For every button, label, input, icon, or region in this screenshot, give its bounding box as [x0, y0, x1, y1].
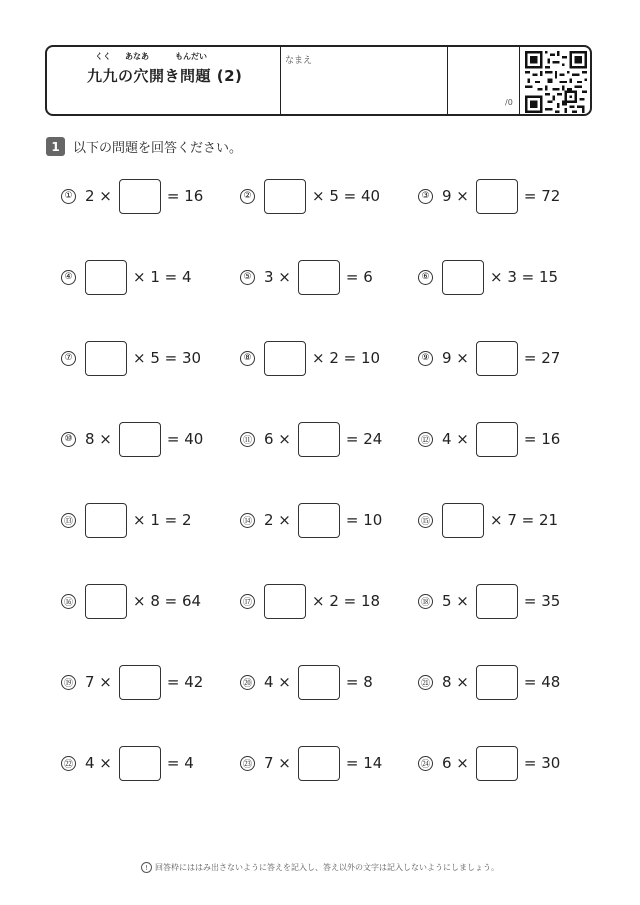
ruby-mondai: もんだい [175, 52, 207, 61]
answer-box[interactable] [85, 584, 127, 619]
answer-box[interactable] [476, 746, 518, 781]
problem-left-operand: 2 × [85, 187, 112, 205]
qr-code-icon [525, 51, 587, 113]
problem-left-operand: 6 × [264, 430, 291, 448]
problem-number: ⑫ [418, 432, 433, 447]
problem-item [418, 582, 560, 620]
problem-item [240, 339, 380, 377]
answer-box[interactable] [85, 503, 127, 538]
problem-item [61, 177, 203, 215]
answer-box[interactable] [298, 422, 340, 457]
answer-box[interactable] [85, 341, 127, 376]
problem-right-expression: = 14 [345, 754, 383, 772]
problem-right-expression: × 5 = 40 [312, 187, 381, 205]
problem-item [418, 339, 560, 377]
problem-right-expression: = 48 [523, 673, 561, 691]
problem-item [61, 744, 194, 782]
problem-number: ④ [61, 270, 76, 285]
section-instruction: 以下の問題を回答ください。 [73, 141, 243, 156]
problem-item [61, 663, 203, 701]
problem-item [61, 501, 192, 539]
header-divider [447, 47, 448, 114]
ruby-anaa: あなあ [125, 52, 149, 61]
problem-number: ㉔ [418, 756, 433, 771]
answer-box[interactable] [264, 179, 306, 214]
problem-right-expression: = 6 [345, 268, 373, 286]
page-title: 九九の穴開き問題 (2) [87, 67, 243, 85]
problem-number: ⑭ [240, 513, 255, 528]
answer-box[interactable] [264, 341, 306, 376]
problem-number: ㉑ [418, 675, 433, 690]
problem-number: ㉒ [61, 756, 76, 771]
problem-item [418, 258, 558, 296]
problem-left-operand: 4 × [85, 754, 112, 772]
problem-number: ⑯ [61, 594, 76, 609]
problem-right-expression: = 40 [166, 430, 204, 448]
header-divider [280, 47, 281, 114]
problem-item [240, 501, 382, 539]
problem-left-operand: 8 × [442, 673, 469, 691]
problem-left-operand: 7 × [264, 754, 291, 772]
problem-number: ㉓ [240, 756, 255, 771]
answer-box[interactable] [119, 422, 161, 457]
problem-number: ⑳ [240, 675, 255, 690]
answer-box[interactable] [476, 422, 518, 457]
problem-left-operand: 4 × [442, 430, 469, 448]
answer-box[interactable] [119, 665, 161, 700]
problem-item [240, 663, 373, 701]
problem-item [240, 420, 382, 458]
header-divider [519, 47, 520, 114]
answer-box[interactable] [298, 260, 340, 295]
problem-left-operand: 9 × [442, 187, 469, 205]
problem-item [240, 744, 382, 782]
problem-number: ⑲ [61, 675, 76, 690]
problem-item [240, 258, 373, 296]
problem-item [61, 258, 192, 296]
section-number-badge: 1 [46, 137, 65, 156]
footer-note-block [0, 862, 640, 873]
problem-right-expression: × 1 = 4 [133, 268, 192, 286]
problem-right-expression: × 2 = 10 [312, 349, 381, 367]
problem-right-expression: × 3 = 15 [490, 268, 559, 286]
answer-box[interactable] [442, 260, 484, 295]
problem-left-operand: 5 × [442, 592, 469, 610]
problem-number: ⑩ [61, 432, 76, 447]
problem-right-expression: × 8 = 64 [133, 592, 202, 610]
answer-box[interactable] [476, 665, 518, 700]
problem-left-operand: 2 × [264, 511, 291, 529]
problem-number: ⑰ [240, 594, 255, 609]
problem-item [61, 339, 201, 377]
problem-left-operand: 9 × [442, 349, 469, 367]
title-block [87, 52, 243, 86]
problem-item [61, 582, 201, 620]
problem-right-expression: × 1 = 2 [133, 511, 192, 529]
problem-right-expression: × 5 = 30 [133, 349, 202, 367]
score-label: /0 [505, 98, 513, 107]
problem-number: ⑦ [61, 351, 76, 366]
problem-number: ⑪ [240, 432, 255, 447]
problem-right-expression: = 27 [523, 349, 561, 367]
info-icon: ! [141, 862, 152, 873]
problem-right-expression: × 2 = 18 [312, 592, 381, 610]
answer-box[interactable] [85, 260, 127, 295]
worksheet-header [45, 45, 592, 116]
answer-box[interactable] [119, 746, 161, 781]
problem-number: ③ [418, 189, 433, 204]
problem-right-expression: = 16 [166, 187, 204, 205]
problem-item [61, 420, 203, 458]
problem-number: ⑥ [418, 270, 433, 285]
problem-right-expression: = 8 [345, 673, 373, 691]
answer-box[interactable] [476, 341, 518, 376]
answer-box[interactable] [298, 746, 340, 781]
problem-item [418, 177, 560, 215]
problem-right-expression: = 35 [523, 592, 561, 610]
problem-number: ⑨ [418, 351, 433, 366]
problem-left-operand: 4 × [264, 673, 291, 691]
problem-right-expression: = 24 [345, 430, 383, 448]
problem-item [418, 420, 560, 458]
problem-left-operand: 6 × [442, 754, 469, 772]
name-label: なまえ [285, 56, 313, 66]
problem-number: ⑱ [418, 594, 433, 609]
problem-right-expression: = 10 [345, 511, 383, 529]
problem-number: ⑧ [240, 351, 255, 366]
problem-right-expression: × 7 = 21 [490, 511, 559, 529]
problem-number: ② [240, 189, 255, 204]
problem-right-expression: = 4 [166, 754, 194, 772]
answer-box[interactable] [442, 503, 484, 538]
problem-item [418, 501, 558, 539]
problem-number: ① [61, 189, 76, 204]
answer-box[interactable] [476, 179, 518, 214]
problem-item [418, 744, 560, 782]
problem-left-operand: 8 × [85, 430, 112, 448]
problem-left-operand: 7 × [85, 673, 112, 691]
problem-item [240, 177, 380, 215]
answer-box[interactable] [298, 665, 340, 700]
problem-item [418, 663, 560, 701]
problem-right-expression: = 30 [523, 754, 561, 772]
problem-right-expression: = 42 [166, 673, 204, 691]
problem-right-expression: = 72 [523, 187, 561, 205]
answer-box[interactable] [298, 503, 340, 538]
problem-left-operand: 3 × [264, 268, 291, 286]
problem-item [240, 582, 380, 620]
ruby-kuku: くく [95, 52, 111, 61]
answer-box[interactable] [264, 584, 306, 619]
section-heading [46, 137, 242, 156]
problem-number: ⑬ [61, 513, 76, 528]
problem-number: ⑮ [418, 513, 433, 528]
problem-right-expression: = 16 [523, 430, 561, 448]
footer-note: 回答枠にははみ出さないように答えを記入し、答え以外の文字は記入しないようにしましょう。 [155, 863, 499, 872]
answer-box[interactable] [119, 179, 161, 214]
problem-number: ⑤ [240, 270, 255, 285]
answer-box[interactable] [476, 584, 518, 619]
